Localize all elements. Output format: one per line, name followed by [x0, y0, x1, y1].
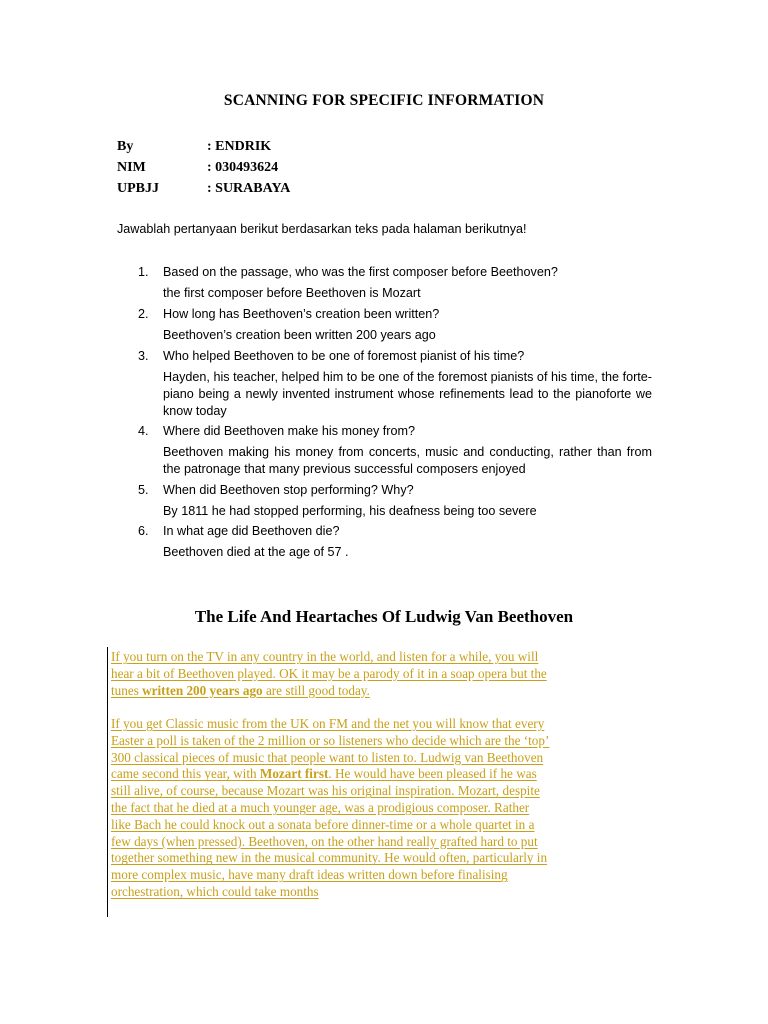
qa-item-1 [138, 264, 652, 302]
passage-text: are still good today. [262, 682, 370, 698]
question-number: 1. [138, 265, 149, 279]
question-number: 2. [138, 307, 149, 321]
answer-text: Beethoven died at the age of 57 . [163, 545, 349, 559]
answer-text: Beethoven’s creation been written 200 years ago [163, 328, 436, 342]
question-text: Who helped Beethoven to be one of foremost pianist of his time? [163, 349, 525, 363]
passage-line: the fact that he died at a much younger age, was a prodigious composer. Rather [111, 799, 530, 815]
question [138, 523, 652, 540]
passage-title: The Life And Heartaches Of Ludwig Van Beethoven [194, 607, 574, 626]
passage-line: hear a bit of Beethoven played. OK it may be a parody of it in a soap opera but the [111, 665, 547, 681]
qa-item-6 [138, 523, 652, 561]
qa-item-2 [138, 306, 652, 344]
passage-paragraph-2 [111, 716, 651, 901]
meta-by-row [117, 139, 271, 155]
nim-value: : 030493624 [207, 160, 279, 175]
qa-item-4 [138, 423, 652, 478]
passage-highlight: written 200 years ago [142, 682, 263, 698]
by-label: By [117, 139, 134, 154]
passage-line: If you get Classic music from the UK on FM and the net you will know that every [111, 716, 545, 731]
answer-text: Hayden, his teacher, helped him to be one of the foremost pianists of his time, the forte-piano being a newly invented instrument whose refinements lead to the pianoforte we know today [163, 370, 652, 418]
instruction-text: Jawablah pertanyaan berikut berdasarkan teks pada halaman berikutnya! [117, 222, 527, 236]
passage-line: still alive, of course, because Mozart was his original inspiration. Mozart, despite [111, 783, 540, 799]
by-value: : ENDRIK [207, 139, 272, 154]
answer-text: Beethoven making his money from concerts, music and conducting, rather than from the patronage that many previous successful composers enjoyed [163, 445, 652, 476]
nim-label: NIM [117, 160, 146, 175]
passage-text: came second this year, with [111, 766, 260, 782]
passage-line [111, 766, 651, 783]
passage-line: If you turn on the TV in any country in the world, and listen for a while, you will [111, 649, 539, 664]
passage-highlight: Mozart first [259, 766, 329, 782]
passage-line: like Bach he could knock out a sonata before dinner-time or a whole quartet in a [111, 816, 535, 832]
passage-line: 300 classical pieces of music that people want to listen to. Ludwig van Beethoven [111, 749, 544, 765]
question-text: Based on the passage, who was the first composer before Beethoven? [163, 265, 558, 279]
passage-line [111, 683, 651, 700]
question-number: 3. [138, 349, 149, 363]
question [138, 348, 652, 365]
passage-line: orchestration, which could take months [111, 883, 319, 899]
passage-text: tunes [111, 682, 143, 698]
passage-line: more complex music, have many draft ideas written down before finalising [111, 867, 508, 883]
meta-upbjj-row [117, 181, 290, 197]
qa-item-3 [138, 348, 652, 420]
passage-line: few days (when pressed). Beethoven, on the other hand really grafted hard to put [111, 833, 538, 849]
margin-rule [107, 647, 108, 917]
question-text: Where did Beethoven make his money from? [163, 424, 415, 438]
question-number: 5. [138, 483, 149, 497]
question [138, 423, 652, 440]
passage-text: . He would have been pleased if he was [328, 766, 537, 782]
question-text: In what age did Beethoven die? [163, 524, 340, 538]
passage-line: Easter a poll is taken of the 2 million or so listeners who decide which are the ‘top’ [111, 732, 550, 748]
question [138, 306, 652, 323]
answer-text: the first composer before Beethoven is Mozart [163, 286, 421, 300]
upbjj-value: : SURABAYA [207, 181, 291, 196]
answer-text: By 1811 he had stopped performing, his deafness being too severe [163, 504, 537, 518]
meta-nim-row [117, 160, 278, 176]
passage-line: together something new in the musical community. He would often, particularly in [111, 850, 548, 866]
qa-item-5 [138, 482, 652, 520]
upbjj-label: UPBJJ [117, 181, 159, 196]
question-number: 4. [138, 424, 149, 438]
question [138, 264, 652, 281]
document-title: SCANNING FOR SPECIFIC INFORMATION [223, 92, 545, 109]
question-text: How long has Beethoven’s creation been written? [163, 307, 440, 321]
question-text: When did Beethoven stop performing? Why? [163, 483, 414, 497]
passage-paragraph-1 [111, 649, 651, 699]
question [138, 482, 652, 499]
question-number: 6. [138, 524, 149, 538]
